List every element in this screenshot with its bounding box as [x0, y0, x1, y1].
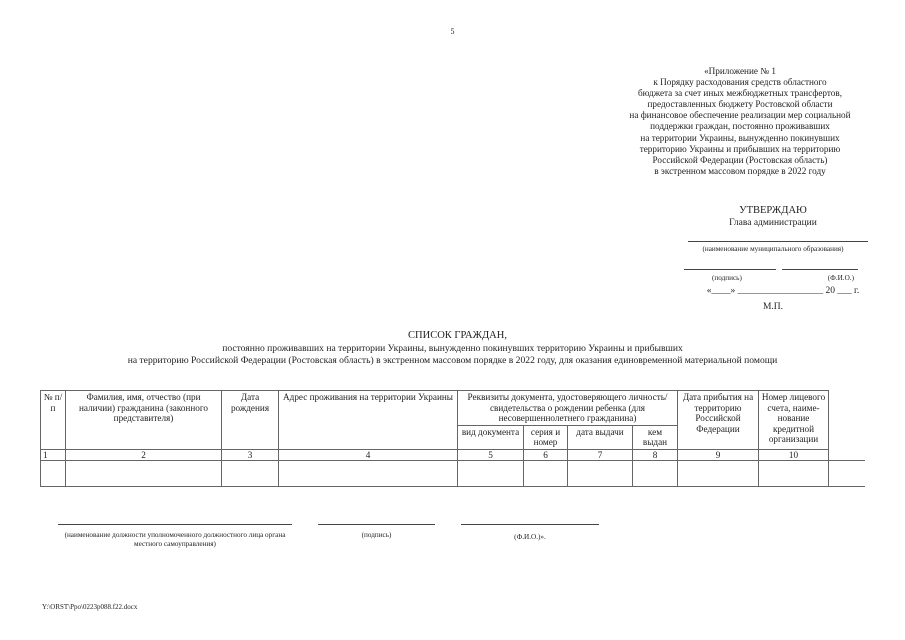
header-arrival-date: Дата прибытия на территорию Российской Федерации — [678, 391, 759, 450]
footer-position-block — [58, 524, 292, 549]
table-cell — [524, 460, 568, 486]
footer-signature-block — [318, 524, 435, 540]
approve-date: «____» __________________ 20 ___ г. — [706, 286, 860, 296]
approve-title: УТВЕРЖДАЮ — [739, 205, 807, 216]
page-number: 5 — [450, 27, 455, 36]
signature-caption: (подпись) — [712, 274, 742, 282]
approve-position: Глава администрации — [729, 218, 817, 228]
signature-captions — [712, 272, 854, 284]
column-number: 3 — [222, 449, 279, 460]
citizens-table — [40, 390, 865, 487]
approval-block — [668, 205, 878, 313]
table-overflow-cell — [829, 391, 865, 450]
column-number: 10 — [759, 449, 829, 460]
column-number: 6 — [524, 449, 568, 460]
title-line: на территорию Российской Федерации (Ростовская область) в экстренном массовом порядке в 2022 году, для оказания единовременной материальной помощи — [127, 355, 778, 366]
fio-line — [782, 261, 858, 270]
header-fio: Фамилия, имя, отчество (при наличии) гражданина (законного представителя) — [66, 391, 222, 450]
table-row — [41, 460, 865, 486]
footer-position-line — [58, 524, 292, 525]
column-number: 7 — [568, 449, 633, 460]
appendix-line: бюджета за счет иных межбюджетных трансфертов, — [637, 88, 843, 99]
appendix-block — [590, 66, 890, 177]
table-cell — [568, 460, 633, 486]
appendix-line: на территории Украины, вынужденно покинувших — [640, 132, 840, 143]
header-document: Реквизиты документа, удостоверяющего личность/ свидетельства о рождении ребенка (для несовершеннолетнего гражданина) — [458, 391, 678, 426]
column-number: 2 — [66, 449, 222, 460]
footer-position-caption: (наименование должности уполномоченного должностного лица органа местного самоуправления) — [64, 531, 286, 548]
table-overflow-cell — [829, 449, 865, 460]
signature-line — [684, 261, 776, 270]
municipality-line — [688, 232, 868, 242]
appendix-line: территорию Украины и прибывших на территорию — [639, 143, 841, 154]
column-number: 8 — [633, 449, 678, 460]
appendix-line: к Порядку расходования средств областного — [653, 77, 827, 88]
signature-lines — [684, 261, 858, 270]
header-birth-date: Дата рождения — [222, 391, 279, 450]
table-cell — [66, 460, 222, 486]
appendix-line: поддержки граждан, постоянно проживавших — [650, 121, 830, 132]
appendix-line: предоставленных бюджету Ростовской области — [647, 99, 833, 110]
file-path: Y:\ORST\Ppo\0223p088.f22.docx — [42, 603, 138, 611]
title-main: СПИСОК ГРАЖДАН, — [408, 330, 507, 341]
municipality-caption: (наименование муниципального образования) — [702, 245, 844, 253]
footer-fio-line — [461, 524, 599, 525]
appendix-line: в экстренном массовом порядке в 2022 году — [654, 165, 826, 176]
column-number-row — [41, 449, 865, 460]
fio-caption: (Ф.И.О.) — [827, 274, 854, 282]
document-title — [0, 330, 905, 368]
table-cell — [759, 460, 829, 486]
table-cell — [678, 460, 759, 486]
table-overflow-cell — [829, 460, 865, 486]
appendix-line: «Приложение № 1 — [704, 66, 776, 76]
header-issuer: кем выдан — [633, 425, 678, 449]
table-cell — [222, 460, 279, 486]
column-number: 1 — [41, 449, 66, 460]
header-num: № п/п — [41, 391, 66, 450]
footer-fio-caption: (Ф.И.О.)». — [514, 533, 546, 541]
header-issue-date: дата выдачи — [568, 425, 633, 449]
header-account: Номер лицевого счета, наиме-нование кредитной организации — [759, 391, 829, 450]
header-series: серия и номер — [524, 425, 568, 449]
footer-fio-block — [461, 524, 599, 542]
stamp-mark: М.П. — [762, 302, 784, 312]
header-doc-type: вид документа — [458, 425, 524, 449]
title-line: постоянно проживавших на территории Украины, вынужденно покинувших территорию Украины и прибывших — [222, 342, 683, 354]
column-number: 5 — [458, 449, 524, 460]
appendix-line: на финансовое обеспечение реализации мер социальной — [629, 110, 851, 121]
table-cell — [279, 460, 458, 486]
footer-signature-line — [318, 524, 435, 525]
footer-signature-caption: (подпись) — [361, 531, 392, 539]
header-address: Адрес проживания на территории Украины — [279, 391, 458, 450]
column-number: 9 — [678, 449, 759, 460]
table-cell — [41, 460, 66, 486]
table-cell — [458, 460, 524, 486]
table-cell — [633, 460, 678, 486]
appendix-line: Российской Федерации (Ростовская область) — [652, 154, 828, 165]
column-number: 4 — [279, 449, 458, 460]
